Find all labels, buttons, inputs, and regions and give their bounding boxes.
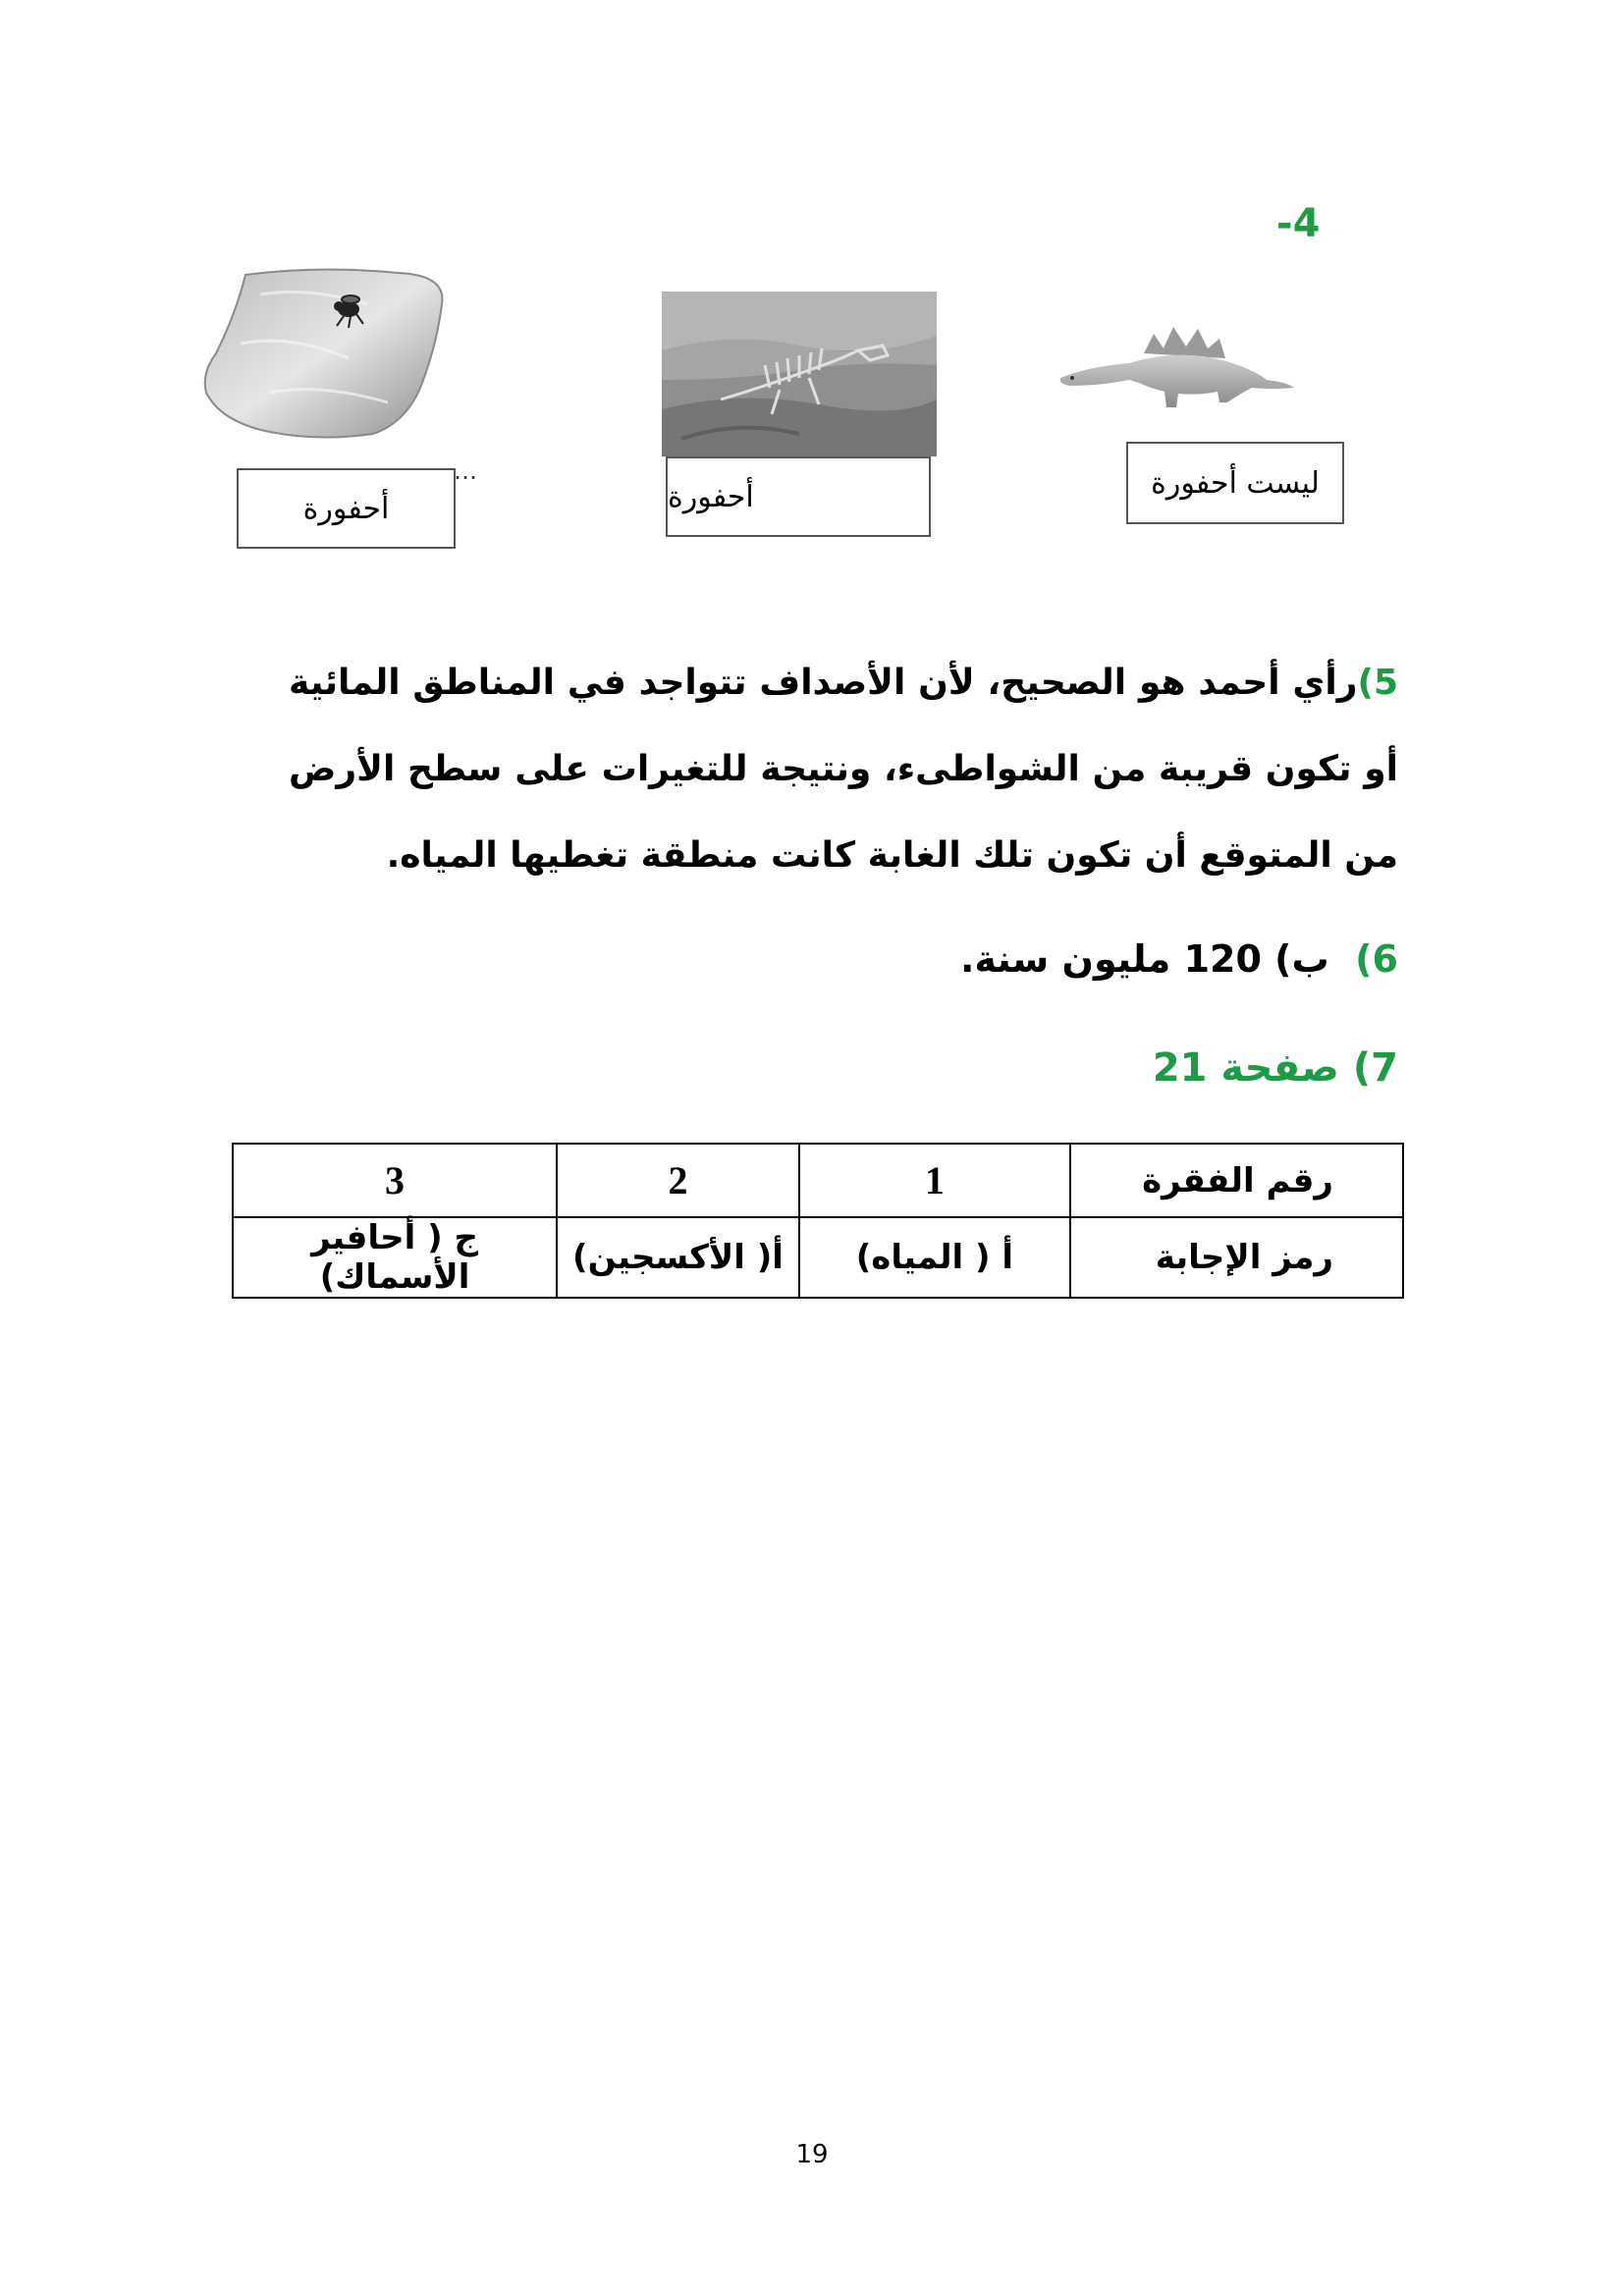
skeleton-caption: أحفورة	[668, 479, 754, 514]
table-cell: ج ( أحافير الأسماك)	[233, 1217, 557, 1298]
table-cell: رمز الإجابة	[1070, 1217, 1403, 1298]
fossil-skeleton-image	[662, 292, 937, 456]
skeleton-caption-box	[666, 456, 931, 537]
question-5-text: رأي أحمد هو الصحيح، لأن الأصداف تتواجد في المناطق المائية أو تكون قريبة من الشواطىء، ونتيجة للتغيرات على سطح الأرض من المتوقع أن تكون تلك الغابة كانت منطقة تغطيها المياه.	[289, 663, 1398, 876]
table-cell: رقم الفقرة	[1070, 1144, 1403, 1217]
answer-table	[232, 1143, 1404, 1299]
question-6-number: 6)	[1355, 937, 1398, 981]
amber-dots: …	[454, 457, 479, 485]
dinosaur-caption: ليست أحفورة	[1151, 465, 1320, 501]
question-6-text: ب) 120 مليون سنة.	[959, 937, 1329, 981]
table-cell: 1	[799, 1144, 1070, 1217]
table-cell: 3	[233, 1144, 557, 1217]
page-number: 19	[795, 2140, 829, 2169]
question-6-line	[960, 937, 1398, 981]
question-4-label: -4	[1276, 201, 1321, 246]
question-5-paragraph	[289, 640, 1398, 899]
table-row	[233, 1217, 1403, 1298]
amber-caption: أحفورة	[302, 491, 390, 526]
question-7-label: 7) صفحة 21	[1152, 1045, 1398, 1091]
dinosaur-caption-box	[1126, 442, 1344, 524]
dinosaur-toy-image	[1051, 309, 1296, 417]
table-cell: أ ( المياه)	[799, 1217, 1070, 1298]
insect-in-amber-image	[201, 265, 452, 442]
amber-caption-box	[237, 468, 456, 549]
question-5-number: 5)	[1357, 663, 1398, 703]
table-cell: 2	[557, 1144, 799, 1217]
table-row	[233, 1144, 1403, 1217]
table-cell: أ( الأكسجين)	[557, 1217, 799, 1298]
